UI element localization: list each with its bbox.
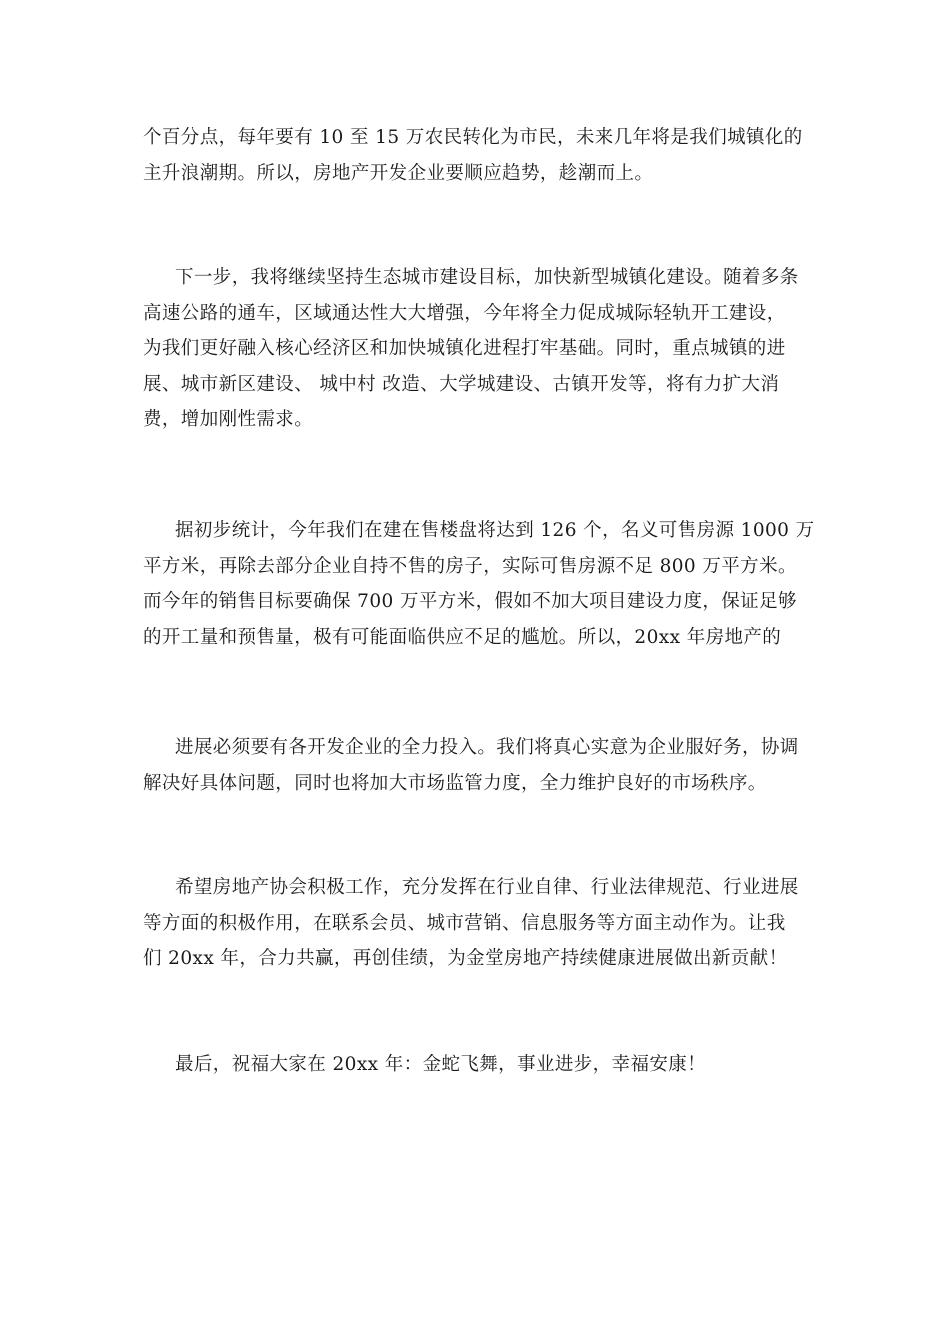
paragraph-development — [143, 730, 811, 801]
text-line: 进展必须要有各开发企业的全力投入。我们将真心实意为企业服好务，协调 — [175, 737, 799, 758]
text-line: 展、城市新区建设、 城中村 改造、大学城建设、古镇开发等，将有力扩大消 — [143, 373, 780, 395]
text-line: 的开工量和预售量，极有可能面临供应不足的尴尬。所以，20xx 年房地产的 — [143, 626, 782, 648]
text-line: 据初步统计，今年我们在建在售楼盘将达到 126 个，名义可售房源 1000 万 — [175, 520, 815, 541]
paragraph-next-step — [143, 260, 811, 438]
text-line: 最后，祝福大家在 20xx 年：金蛇飞舞，事业进步，幸福安康！ — [175, 1054, 707, 1075]
text-line: 而今年的销售目标要确保 700 万平方米，假如不加大项目建设力度，保证足够 — [143, 591, 797, 612]
paragraph-urbanization — [143, 120, 811, 191]
paragraph-association — [143, 870, 811, 977]
text-line: 个百分点，每年要有 10 至 15 万农民转化为市民，未来几年将是我们城镇化的 — [143, 127, 803, 148]
text-line: 费，增加刚性需求。 — [143, 409, 314, 430]
text-line: 为我们更好融入核心经济区和加快城镇化进程打牢基础。同时，重点城镇的进 — [143, 338, 786, 359]
text-line: 主升浪潮期。所以，房地产开发企业要顺应趋势，趁潮而上。 — [143, 162, 654, 184]
text-line: 希望房地产协会积极工作，充分发挥在行业自律、行业法律规范、行业进展 — [175, 877, 799, 898]
text-line: 下一步，我将继续坚持生态城市建设目标，加快新型城镇化建设。随着多条 — [175, 267, 799, 288]
paragraph-statistics — [143, 513, 815, 655]
text-line: 等方面的积极作用，在联系会员、城市营销、信息服务等方面主动作为。让我 — [143, 912, 786, 934]
text-line: 高速公路的通车，区域通达性大大增强，今年将全力促成城际轻轨开工建设， — [143, 302, 786, 324]
text-line: 们 20xx 年，合力共赢，再创佳绩，为金堂房地产持续健康进展做出新贡献！ — [143, 948, 788, 969]
text-line: 解决好具体问题，同时也将加大市场监管力度，全力维护良好的市场秩序。 — [143, 772, 767, 794]
paragraph-blessing — [143, 1047, 811, 1083]
text-line: 平方米，再除去部分企业自持不售的房子，实际可售房源不足 800 万平方米。 — [143, 555, 797, 577]
